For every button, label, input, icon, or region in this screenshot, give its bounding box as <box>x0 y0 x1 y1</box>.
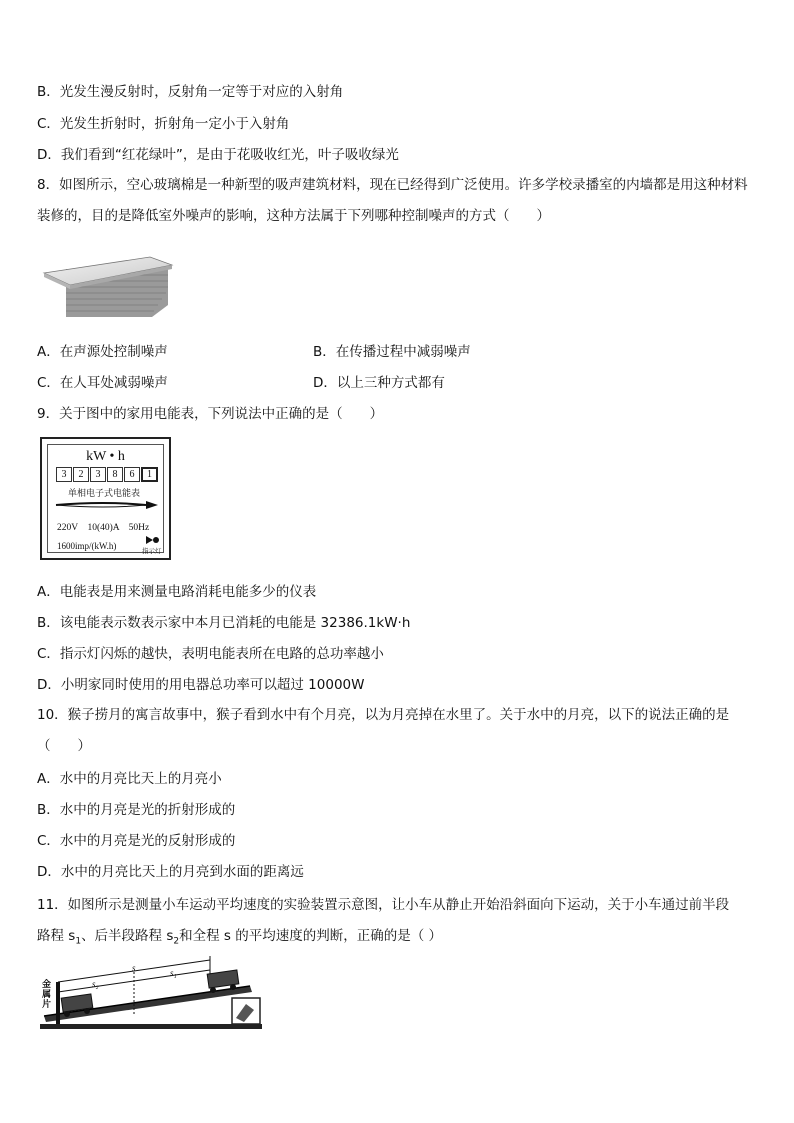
meter-digit: 3 <box>56 467 72 482</box>
meter-digit-decimal: 1 <box>141 467 158 482</box>
meter-imp: 1600imp/(kW.h) <box>57 541 117 551</box>
q11-stem-part: 路程 s <box>37 928 76 944</box>
q10-option-a: A．水中的月亮比天上的月亮小 <box>37 771 222 787</box>
meter-digit: 2 <box>73 467 89 482</box>
q10-option-c: C．水中的月亮是光的反射形成的 <box>37 833 236 849</box>
meter-digit: 6 <box>124 467 140 482</box>
q8-option-c: C．在人耳处减弱噪声 <box>37 375 168 391</box>
meter-name: 单相电子式电能表 <box>68 489 141 499</box>
glass-wool-board-image <box>42 245 177 320</box>
meter-digit: 8 <box>107 467 123 482</box>
meter-unit: kW • h <box>86 449 125 464</box>
q7-option-c: C．光发生折射时，折射角一定小于入射角 <box>37 116 290 132</box>
arrow-icon <box>54 499 160 511</box>
label-s2: s₂ <box>92 979 99 989</box>
q9-option-c: C．指示灯闪烁的越快，表明电能表所在电路的总功率越小 <box>37 646 384 662</box>
q8-option-d: D．以上三种方式都有 <box>313 375 445 391</box>
q10-stem: 10．猴子捞月的寓言故事中，猴子看到水中有个月亮，以为月亮掉在水里了。关于水中的月亮，以下的说法正确的是（ ） <box>37 707 730 754</box>
q11-stem-line1: 11．如图所示是测量小车运动平均速度的实验装置示意图，让小车从静止开始沿斜面向下运动，关于小车通过前半段 <box>37 897 730 913</box>
metal-plate-label: 金属片 <box>42 980 52 1010</box>
indicator-label: 指示灯 <box>142 547 162 555</box>
q9-option-d: D．小明家同时使用的用电器总功率可以超过 10000W <box>37 677 365 693</box>
subscript: 2 <box>173 936 180 947</box>
indicator-light-icon <box>146 536 160 544</box>
label-s: s <box>132 963 136 973</box>
q8-stem: 8．如图所示，空心玻璃棉是一种新型的吸声建筑材料，现在已经得到广泛使用。许多学校录播室的内墙都是用这种材料装修的，目的是降低室外噪声的影响，这种方法属于下列哪种控制噪声的方式（ ） <box>37 177 748 224</box>
q10-option-d: D．水中的月亮比天上的月亮到水面的距离远 <box>37 864 304 880</box>
q9-option-a: A．电能表是用来测量电路消耗电能多少的仪表 <box>37 584 317 600</box>
label-s1: s₁ <box>170 968 177 978</box>
incline-cart-figure <box>40 952 265 1032</box>
meter-digit: 3 <box>90 467 106 482</box>
q11-stem-line2 <box>37 927 442 951</box>
subscript: 1 <box>75 936 82 947</box>
q7-option-b: B．光发生漫反射时，反射角一定等于对应的入射角 <box>37 84 344 100</box>
meter-spec: 220V 10(40)A 50Hz <box>57 523 150 533</box>
q8-option-a: A．在声源处控制噪声 <box>37 344 168 360</box>
q10-option-b: B．水中的月亮是光的折射形成的 <box>37 802 236 818</box>
meter-digits <box>56 467 159 482</box>
q11-stem-part: 、后半段路程 s <box>81 928 174 944</box>
q7-option-d: D．我们看到“红花绿叶”，是由于花吸收红光，叶子吸收绿光 <box>37 147 399 163</box>
q11-stem-part: 和全程 s 的平均速度的判断，正确的是（ ） <box>179 928 443 944</box>
q9-option-b: B．该电能表示数表示家中本月已消耗的电能是 32386.1kW·h <box>37 615 411 631</box>
electric-meter-figure <box>40 437 171 560</box>
q9-stem: 9．关于图中的家用电能表，下列说法中正确的是（ ） <box>37 406 384 422</box>
q8-option-b: B．在传播过程中减弱噪声 <box>313 344 471 360</box>
